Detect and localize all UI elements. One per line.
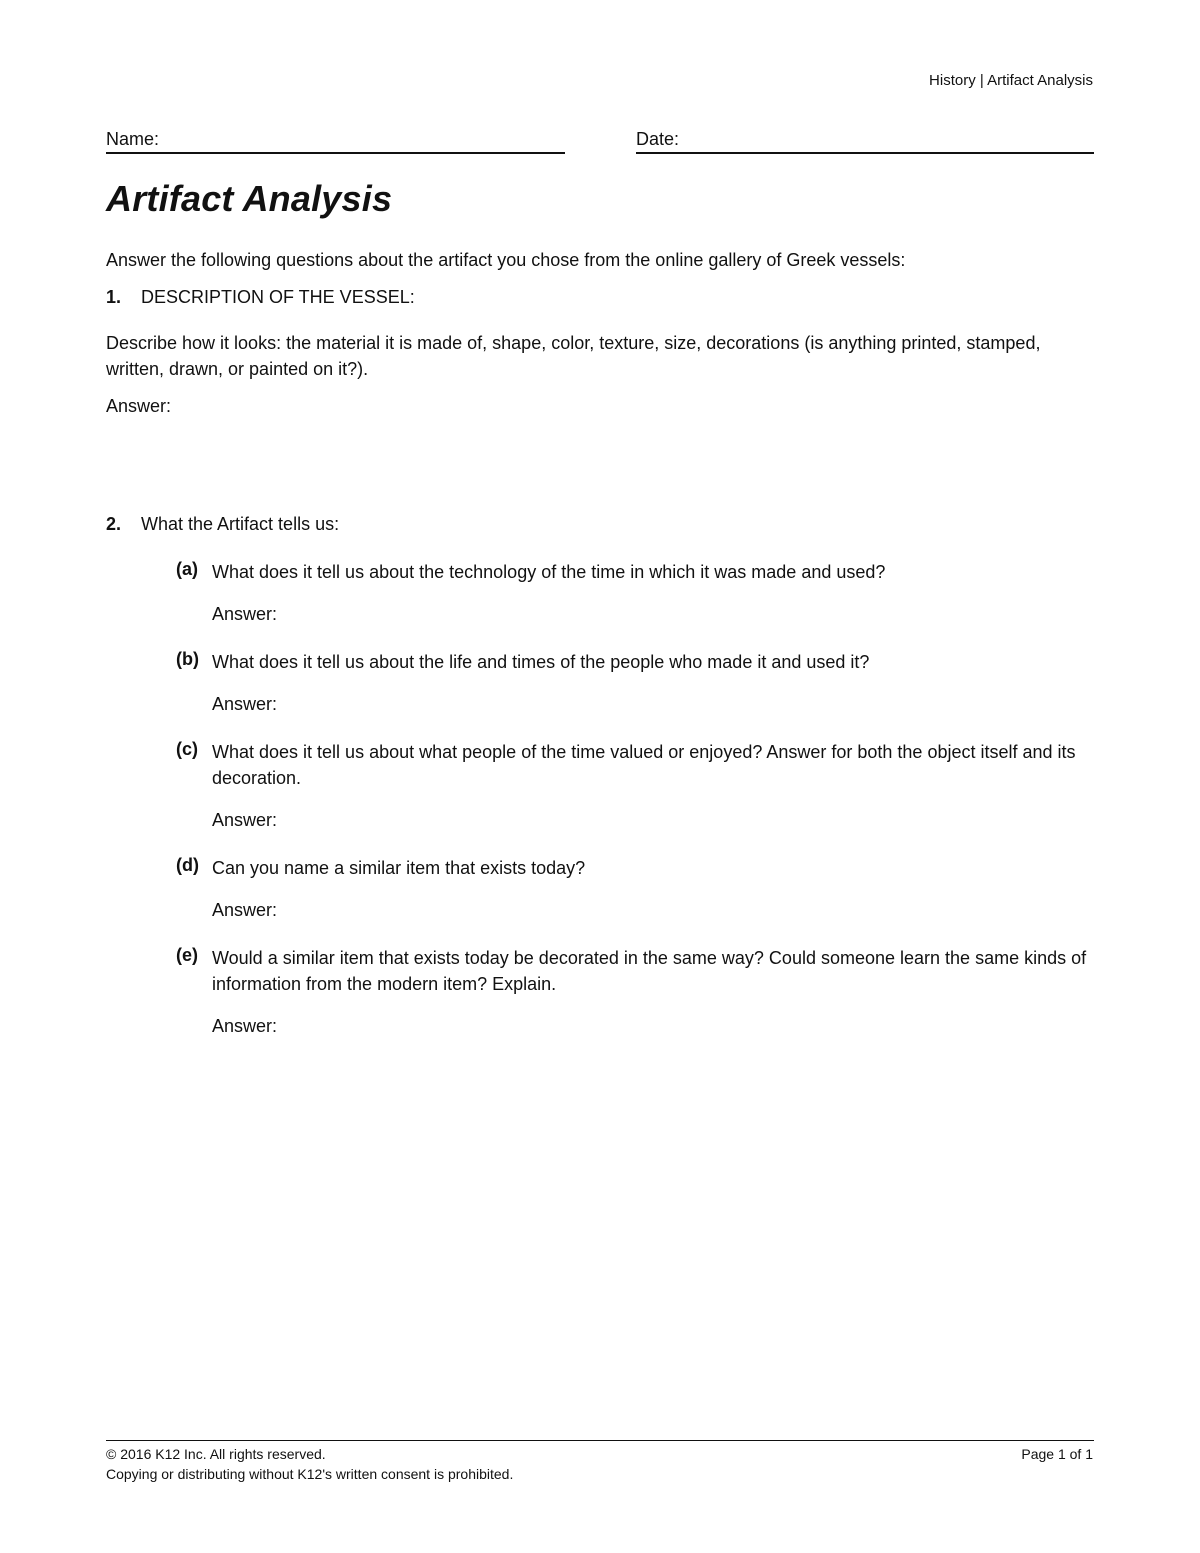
question-2c-text: What does it tell us about what people of the time valued or enjoyed? Answer for both the object itself and its decoration. xyxy=(212,742,1076,788)
question-2b-answer-label: Answer: xyxy=(212,694,278,714)
question-1-answer-label: Answer: xyxy=(106,396,172,416)
question-2-number: 2. xyxy=(106,514,122,534)
question-2d-text: Can you name a similar item that exists today? xyxy=(212,858,586,878)
question-2d-answer-label: Answer: xyxy=(212,900,278,920)
date-label: Date: xyxy=(636,129,680,149)
question-2c-letter: (c) xyxy=(176,739,198,759)
header-breadcrumb: History | Artifact Analysis xyxy=(929,72,1093,89)
name-field-line[interactable] xyxy=(106,152,565,154)
question-2a-letter: (a) xyxy=(176,559,198,579)
name-label: Name: xyxy=(106,129,160,149)
question-2a-text: What does it tell us about the technology of the time in which it was made and used? xyxy=(212,562,886,582)
question-2a-answer-label: Answer: xyxy=(212,604,278,624)
question-2e-letter: (e) xyxy=(176,945,198,965)
question-2e-text: Would a similar item that exists today be decorated in the same way? Could someone learn the same kinds of information from the modern item? Explain. xyxy=(212,948,1087,994)
question-2e-answer-label: Answer: xyxy=(212,1016,278,1036)
footer-copyright: © 2016 K12 Inc. All rights reserved. xyxy=(106,1446,326,1462)
page-title: Artifact Analysis xyxy=(106,178,393,219)
footer-divider xyxy=(106,1440,1094,1441)
footer-notice: Copying or distributing without K12's written consent is prohibited. xyxy=(106,1466,514,1482)
intro-text: Answer the following questions about the artifact you chose from the online gallery of Greek vessels: xyxy=(106,250,906,270)
question-2d-letter: (d) xyxy=(176,855,199,875)
question-1-number: 1. xyxy=(106,287,122,307)
question-1-prompt: Describe how it looks: the material it is made of, shape, color, texture, size, decorations (is anything printed, stamped, written, drawn, or painted on it?). xyxy=(106,333,1041,379)
question-2-heading: What the Artifact tells us: xyxy=(141,514,340,534)
question-2b-text: What does it tell us about the life and times of the people who made it and used it? xyxy=(212,652,870,672)
question-1-heading: DESCRIPTION OF THE VESSEL: xyxy=(141,287,415,307)
question-2b-letter: (b) xyxy=(176,649,199,669)
footer-page-number: Page 1 of 1 xyxy=(1021,1446,1093,1462)
date-field-line[interactable] xyxy=(636,152,1094,154)
question-2c-answer-label: Answer: xyxy=(212,810,278,830)
